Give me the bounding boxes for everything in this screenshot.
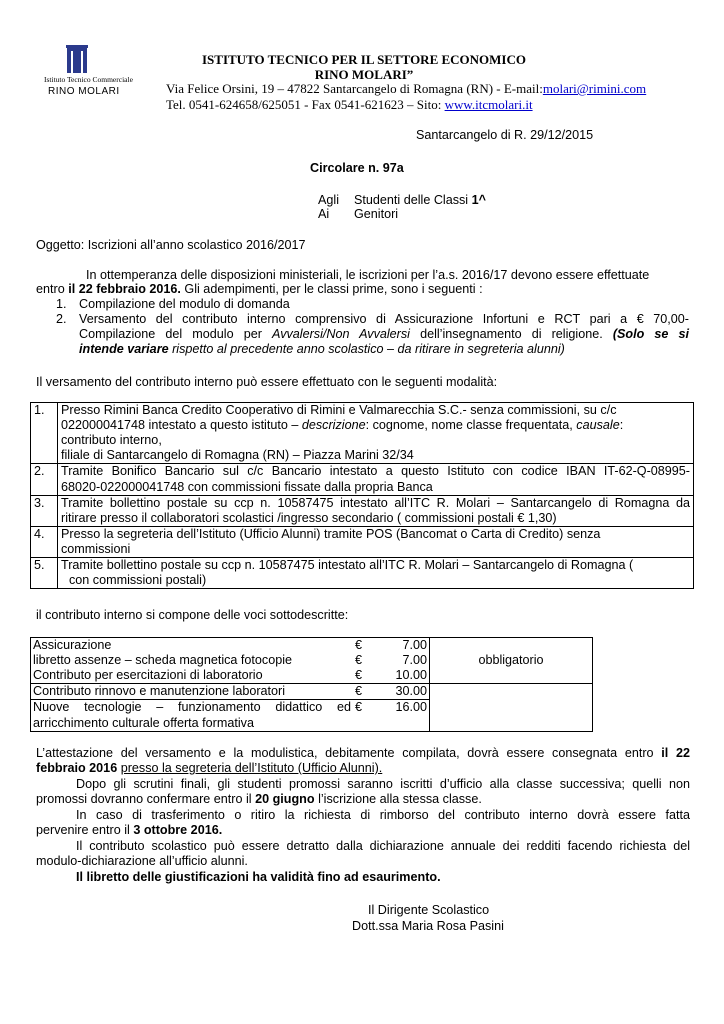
option-text (58, 558, 694, 589)
closing-bold: il 22 (661, 746, 690, 760)
signature-role: Il Dirigente Scolastico (368, 903, 490, 917)
fee-label: libretto assenze – scheda magnetica fotocopie (31, 653, 354, 668)
recipient-agli: Agli (318, 193, 339, 207)
recipient-students (354, 193, 486, 208)
fee-currency: € (353, 668, 375, 684)
step-text-bold: intende variare (79, 342, 169, 356)
website-link[interactable]: www.itcmolari.it (444, 97, 533, 112)
option-text (58, 464, 694, 495)
option-line: Presso Rimini Banca Credito Cooperativo di Rimini e Valmarecchia S.C.- senza commissioni, su c/c (61, 403, 617, 417)
recipient-ai: Ai (318, 207, 330, 221)
table-row (31, 464, 694, 495)
school-logo (42, 43, 133, 105)
option-part: : cognome, nome classe frequentata, (365, 418, 577, 433)
closing-bold: 3 ottobre 2016. (133, 823, 223, 837)
option-text (58, 526, 694, 557)
step-text (79, 327, 689, 342)
closing-bold: 20 giugno (255, 792, 315, 806)
circolare-number: Circolare n. 97a (310, 161, 404, 175)
step-number: 2. (56, 312, 67, 326)
fee-amount: 10.00 (375, 668, 430, 684)
table-row (31, 526, 694, 557)
table-row (31, 638, 593, 654)
option-italic: descrizione (301, 418, 366, 433)
fees-intro: il contributo interno si compone delle voci sottodescritte: (36, 608, 349, 622)
step-text (79, 342, 565, 357)
step-text-part: rispetto al precedente anno scolastico – da ritirare in segreteria alunni) (168, 342, 565, 356)
tel-text: Tel. 0541-624658/625051 - Fax 0541-621623 – Sito: (166, 97, 445, 112)
fee-amount: 30.00 (375, 684, 430, 700)
intro-text: entro (36, 282, 69, 296)
logo-text-2: RINO MOLARI (48, 86, 120, 97)
fee-amount: 7.00 (375, 638, 430, 654)
school-address (166, 81, 646, 97)
closing-p2-line1: Dopo gli scrutini finali, gli studenti promossi saranno iscritti d’ufficio alla classe successiva; quelli non (76, 777, 690, 791)
intro-deadline: il 22 febbraio 2016. (68, 282, 181, 296)
closing-p4-line1: Il contributo scolastico può essere detratto dalla dichiarazione annuale dei redditi facendo richiesta del (76, 839, 690, 853)
closing-text: L’attestazione del versamento e la modulistica, debitamente compilata, dovrà essere consegnata entro (36, 746, 662, 760)
school-name-line1: ISTITUTO TECNICO PER IL SETTORE ECONOMICO (201, 52, 526, 67)
recipient-students-text: Studenti delle Classi (354, 193, 472, 207)
option-line: con commissioni postali) (69, 573, 207, 588)
fee-currency: € (353, 638, 375, 654)
closing-underline: presso la segreteria dell’Istituto (Ufficio Alunni). (120, 761, 383, 775)
school-contacts (166, 97, 533, 113)
school-name-line2: RINO MOLARI” (314, 67, 414, 82)
step-text: Versamento del contributo interno comprensivo di Assicurazione Infortuni e RCT pari a € 70,00- (79, 312, 689, 326)
logo-text-1: Istituto Tecnico Commerciale (44, 75, 133, 84)
email-link[interactable]: molari@rimini.com (542, 81, 647, 96)
fee-label: Contributo per esercitazioni di laboratorio (31, 668, 354, 684)
option-number: 2. (31, 464, 58, 495)
option-number: 1. (31, 403, 58, 464)
signature-name: Dott.ssa Maria Rosa Pasini (352, 919, 504, 933)
address-text: Via Felice Orsini, 19 – 47822 Santarcangelo di Romagna (RN) - E-mail: (166, 81, 543, 96)
step-text-part: dell’insegnamento di religione. (409, 327, 613, 341)
option-text (58, 495, 694, 526)
fee-amount: 16.00 (375, 700, 430, 731)
fee-label (31, 700, 354, 731)
payment-intro: Il versamento del contributo interno può essere effettuato con le seguenti modalità: (36, 375, 498, 389)
option-number: 5. (31, 558, 58, 589)
option-line: Tramite bollettino postale su ccp n. 10587475 intestato all’ITC R. Molari – Santarcangelo di Romagna ( (61, 558, 634, 573)
option-line: Tramite bollettino postale su ccp n. 10587475 intestato all’ITC R. Molari – Santarcangelo di Romagna da (61, 495, 690, 510)
option-line: 68020-022000041748 con commissioni fissate dalla propria Banca (61, 479, 433, 494)
closing-p4-line2: modulo-dichiarazione all’ufficio alunni. (36, 854, 248, 868)
option-italic: causale (576, 418, 620, 433)
step-text-part: Compilazione del modulo per (79, 327, 273, 341)
step-text: Compilazione del modulo di domanda (79, 297, 290, 311)
closing-p2-line2 (36, 792, 482, 807)
closing-p3-line1: In caso di trasferimento o ritiro la richiesta di rimborso del contributo interno dovrà essere fatta (76, 808, 690, 822)
recipient-parents: Genitori (354, 207, 399, 221)
option-line: commissioni (61, 541, 131, 556)
option-line: contributo interno, (61, 433, 162, 448)
fee-currency: € (355, 653, 363, 668)
closing-text: pervenire entro il (36, 823, 134, 837)
payment-table (30, 402, 694, 589)
fee-note: obbligatorio (430, 638, 593, 684)
fee-label: Assicurazione (31, 638, 354, 654)
fee-label: Contributo rinnovo e manutenzione laboratori (31, 684, 354, 700)
closing-p5: Il libretto delle giustificazioni ha validità fino ad esaurimento. (76, 870, 441, 884)
fee-note-empty (430, 684, 593, 731)
closing-p1-line2 (36, 761, 382, 776)
option-part: 022000041748 intestato a questo istituto – (61, 418, 302, 433)
option-text (58, 403, 694, 464)
option-part: : (619, 418, 624, 433)
option-line: ritirare presso il collaboratori scolastici /ingresso secondario ( commissioni postali € 1,30) (61, 510, 557, 525)
fee-currency: € (353, 700, 375, 731)
fee-label-line: arricchimento culturale offerta formativa (33, 715, 254, 730)
intro-line1: In ottemperanza delle disposizioni ministeriali, le iscrizioni per l’a.s. 2016/17 devono essere effettuate (86, 268, 650, 282)
closing-text: l’iscrizione alla stessa classe. (314, 792, 482, 806)
fee-currency: € (353, 684, 375, 700)
table-row (31, 403, 694, 464)
option-line (61, 418, 690, 433)
closing-p1-line1 (36, 746, 690, 761)
option-number: 4. (31, 526, 58, 557)
fee-label-line: Nuove tecnologie – funzionamento didattico ed (33, 700, 351, 715)
table-row (31, 684, 593, 700)
fee-amount: 7.00 (375, 653, 430, 668)
closing-text: promossi dovranno confermare entro il (36, 792, 256, 806)
intro-text-2: Gli adempimenti, per le classi prime, sono i seguenti : (180, 282, 483, 296)
option-line: Tramite Bonifico Bancario sul c/c Bancario intestato a questo Istituto con codice IBAN IT-62-Q-08995- (61, 464, 690, 479)
table-row (31, 495, 694, 526)
step-text-bold: (Solo se si (612, 327, 689, 341)
intro-line2 (36, 282, 483, 297)
option-line: filiale di Santarcangelo di Romagna (RN) – Piazza Marini 32/34 (61, 448, 414, 463)
step-text-italic: Avvalersi/Non Avvalersi (272, 327, 410, 341)
table-row (31, 558, 694, 589)
subject-line: Oggetto: Iscrizioni all’anno scolastico 2016/2017 (36, 238, 306, 252)
step-number: 1. (56, 297, 67, 311)
date-line: Santarcangelo di R. 29/12/2015 (416, 128, 594, 142)
recipient-class: 1^ (471, 193, 486, 207)
option-number: 3. (31, 495, 58, 526)
closing-bold: febbraio 2016 (36, 761, 118, 775)
closing-p3-line2 (36, 823, 222, 838)
option-line: Presso la segreteria dell’Istituto (Ufficio Alunni) tramite POS (Bancomat o Carta di Credito) senza (61, 526, 601, 541)
fees-table (30, 637, 593, 732)
